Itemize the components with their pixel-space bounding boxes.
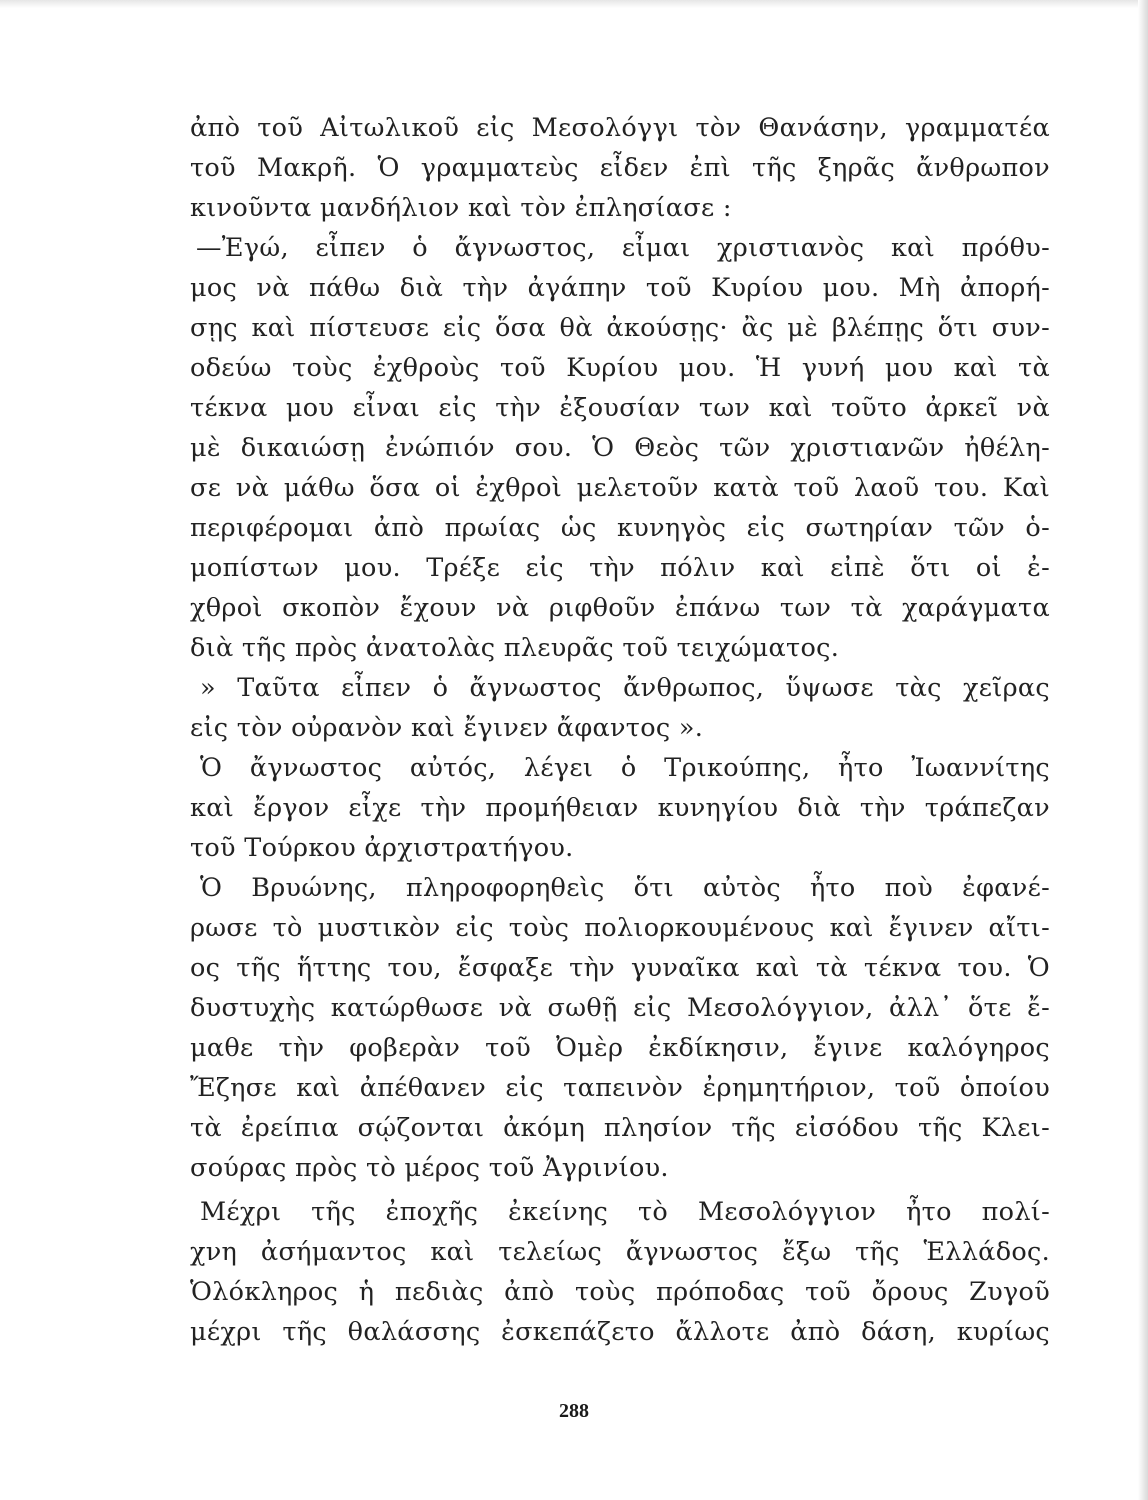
text-line: τοῦ Μακρῆ. Ὁ γραμματεὺς εἶδεν ἐπὶ τῆς ξηρᾶς ἄνθρωπον (190, 153, 1050, 183)
text-line: μὲ δικαιώσῃ ἐνώπιόν σου. Ὁ Θεὸς τῶν χριστιανῶν ἠθέλη- (190, 433, 1050, 463)
text-line: χνη ἀσήμαντος καὶ τελείως ἄγνωστος ἔξω τῆς Ἑλλάδος. (190, 1237, 1050, 1267)
text-line: σε νὰ μάθω ὅσα οἱ ἐχθροὶ μελετοῦν κατὰ τοῦ λαοῦ του. Καὶ (190, 473, 1050, 503)
text-line: τοῦ Τούρκου ἀρχιστρατήγου. (190, 833, 574, 863)
text-line: ρωσε τὸ μυστικὸν εἰς τοὺς πολιορκουμένους καὶ ἔγινεν αἴτι- (190, 913, 1050, 943)
paragraph-start-line: Ὁ ἄγνωστος αὐτός, λέγει ὁ Τρικούπης, ἦτο Ἰωαννίτης (200, 753, 1050, 783)
page-right-edge-shadow (1138, 0, 1148, 1500)
text-line: μος νὰ πάθω διὰ τὴν ἀγάπην τοῦ Κυρίου μου. Μὴ ἀπορή- (190, 273, 1050, 303)
text-line: δυστυχὴς κατώρθωσε νὰ σωθῇ εἰς Μεσολόγγιον, ἀλλ᾽ ὅτε ἔ- (190, 993, 1050, 1023)
page-top-shadow (0, 0, 1148, 8)
text-line: καὶ ἔργον εἶχε τὴν προμήθειαν κυνηγίου διὰ τὴν τράπεζαν (190, 793, 1050, 823)
text-line: μέχρι τῆς θαλάσσης ἐσκεπάζετο ἄλλοτε ἀπὸ δάση, κυρίως (190, 1317, 1050, 1347)
text-line: ἀπὸ τοῦ Αἰτωλικοῦ εἰς Μεσολόγγι τὸν Θανάσην, γραμματέα (190, 113, 1050, 143)
paragraph-start-line: » Ταῦτα εἶπεν ὁ ἄγνωστος ἄνθρωπος, ὕψωσε τὰς χεῖρας (200, 673, 1050, 703)
paragraph-start-line: —Ἐγώ, εἶπεν ὁ ἄγνωστος, εἶμαι χριστιανὸς καὶ πρόθυ- (196, 233, 1050, 263)
body-text (190, 108, 1050, 1352)
text-line: χθροὶ σκοπὸν ἔχουν νὰ ριφθοῦν ἐπάνω των τὰ χαράγματα (190, 593, 1050, 623)
text-line: οδεύω τοὺς ἐχθροὺς τοῦ Κυρίου μου. Ἡ γυνή μου καὶ τὰ (190, 353, 1050, 383)
text-line: μοπίστων μου. Τρέξε εἰς τὴν πόλιν καὶ εἰπὲ ὅτι οἱ ἐ- (190, 553, 1050, 583)
text-line: τὰ ἐρείπια σῴζονται ἀκόμη πλησίον τῆς εἰσόδου τῆς Κλει- (190, 1113, 1050, 1143)
text-line: τέκνα μου εἶναι εἰς τὴν ἐξουσίαν των καὶ τοῦτο ἀρκεῖ νὰ (190, 393, 1050, 423)
text-line: σῃς καὶ πίστευσε εἰς ὅσα θὰ ἀκούσῃς· ἂς μὲ βλέπῃς ὅτι συν- (190, 313, 1050, 343)
text-line: εἰς τὸν οὐρανὸν καὶ ἔγινεν ἄφαντος ». (190, 713, 704, 743)
page-number: 288 (559, 1400, 589, 1422)
text-line: περιφέρομαι ἀπὸ πρωίας ὡς κυνηγὸς εἰς σωτηρίαν τῶν ὁ- (190, 513, 1050, 543)
text-line: διὰ τῆς πρὸς ἀνατολὰς πλευρᾶς τοῦ τειχώματος. (190, 633, 840, 663)
text-line: μαθε τὴν φοβερὰν τοῦ Ὀμὲρ ἐκδίκησιν, ἔγινε καλόγηρος (190, 1033, 1050, 1063)
text-line: ος τῆς ἥττης του, ἔσφαξε τὴν γυναῖκα καὶ τὰ τέκνα του. Ὁ (190, 953, 1050, 983)
paragraph-start-line: Μέχρι τῆς ἐποχῆς ἐκείνης τὸ Μεσολόγγιον ἦτο πολί- (200, 1197, 1050, 1227)
text-line: Ἔζησε καὶ ἀπέθανεν εἰς ταπεινὸν ἐρημητήριον, τοῦ ὁποίου (190, 1073, 1050, 1103)
paragraph-start-line: Ὁ Βρυώνης, πληροφορηθεὶς ὅτι αὐτὸς ἦτο ποὺ ἐφανέ- (200, 873, 1050, 903)
text-line: Ὁλόκληρος ἡ πεδιὰς ἀπὸ τοὺς πρόποδας τοῦ ὄρους Ζυγοῦ (190, 1277, 1050, 1307)
text-line: σούρας πρὸς τὸ μέρος τοῦ Ἀγρινίου. (190, 1153, 669, 1183)
text-line: κινοῦντα μανδήλιον καὶ τὸν ἐπλησίασε : (190, 193, 732, 223)
